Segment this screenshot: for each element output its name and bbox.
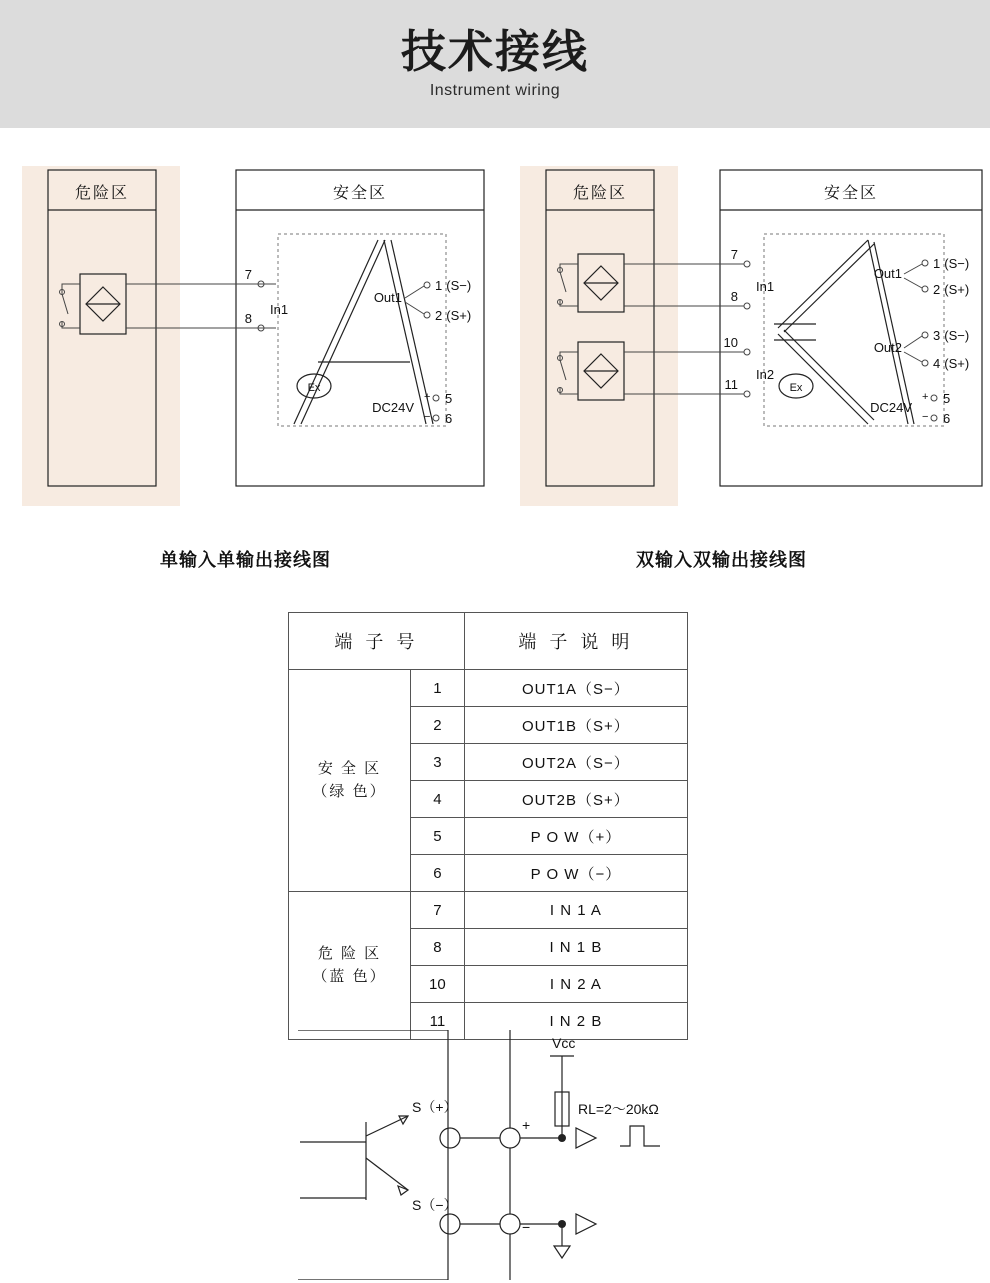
- header-terminal-number: 端 子 号: [289, 613, 465, 670]
- terminal-number-8: 8: [730, 289, 738, 304]
- terminal-description: OUT1B（S+）: [464, 707, 687, 744]
- terminal-minus-sign: −: [522, 1219, 531, 1235]
- terminal-1-label: 1 (S−): [435, 278, 472, 293]
- terminal-description: OUT2B（S+）: [464, 781, 687, 818]
- pulse-waveform-icon: [620, 1126, 660, 1146]
- input-channel-label-in2: In2: [756, 367, 775, 382]
- svg-text:Ex: Ex: [789, 382, 803, 394]
- terminal-plus-sign: +: [522, 1117, 531, 1133]
- power-minus-sign: −: [424, 411, 431, 423]
- terminal-description: I N 1 A: [464, 892, 687, 929]
- terminal-description: P O W（+）: [464, 818, 687, 855]
- zone-color: （绿 色）: [312, 782, 387, 800]
- terminal-node-plus-right: [500, 1128, 520, 1148]
- terminal-5-label: 5: [943, 391, 951, 406]
- output-label-out1: Out1: [873, 266, 902, 281]
- power-minus-sign: −: [922, 411, 929, 423]
- terminal-number: 2: [411, 707, 465, 744]
- terminal-node-minus-left: [440, 1214, 460, 1234]
- signal-minus-label: S（−）: [412, 1197, 458, 1213]
- zone-name: 危 险 区: [317, 945, 382, 962]
- terminal-description: P O W（−）: [464, 855, 687, 892]
- terminal-number: 1: [411, 670, 465, 707]
- output-circuit-schematic: [288, 1030, 708, 1280]
- power-label: DC24V: [372, 400, 414, 415]
- terminal-number: 5: [411, 818, 465, 855]
- table-header-row: [289, 613, 688, 670]
- output-arrow-minus: [576, 1214, 596, 1234]
- input-channel-label-in1: In1: [270, 302, 289, 317]
- wiring-diagram-dual: [516, 162, 986, 510]
- terminal-4-label: 4 (S+): [933, 356, 970, 371]
- safe-zone-label: 安全区: [823, 185, 879, 202]
- terminal-number-10: 10: [723, 335, 738, 350]
- terminal-description: I N 1 B: [464, 929, 687, 966]
- terminal-2-label: 2 (S+): [933, 282, 970, 297]
- terminal-description: I N 2 B: [464, 1003, 687, 1040]
- output-label-out1: Out1: [373, 290, 402, 305]
- table-body: [289, 670, 688, 1040]
- zone-cell-safe: [289, 670, 411, 892]
- power-plus-sign: +: [424, 391, 431, 403]
- table-row: [289, 670, 688, 707]
- terminal-node-plus-left: [440, 1128, 460, 1148]
- input-channel-label-in1: In1: [756, 279, 775, 294]
- barrier-module-outline: [278, 234, 446, 426]
- terminal-description: OUT2A（S−）: [464, 744, 687, 781]
- terminal-number: 7: [411, 892, 465, 929]
- header-terminal-description: 端 子 说 明: [464, 613, 687, 670]
- terminal-number-7: 7: [244, 267, 252, 282]
- caption-dual-diagram: 双输入双输出接线图: [636, 550, 807, 570]
- terminal-number: 8: [411, 929, 465, 966]
- page-header-banner: [0, 0, 990, 128]
- ground-symbol: [554, 1246, 570, 1258]
- page-subtitle: Instrument wiring: [429, 81, 561, 99]
- terminal-1-label: 1 (S−): [933, 256, 970, 271]
- page-title: 技术接线: [400, 26, 589, 78]
- table-row: [289, 892, 688, 929]
- table-header: [289, 613, 688, 670]
- resistor-label: RL=2～20kΩ: [578, 1101, 659, 1117]
- output-label-out2: Out2: [873, 340, 902, 355]
- signal-plus-label: S（+）: [412, 1099, 458, 1115]
- terminal-number-7: 7: [730, 247, 738, 262]
- terminal-5-label: 5: [445, 391, 453, 406]
- terminal-description: I N 2 A: [464, 966, 687, 1003]
- zone-color: （蓝 色）: [312, 967, 387, 985]
- terminal-description: OUT1A（S−）: [464, 670, 687, 707]
- hazard-zone-label: 危险区: [572, 185, 628, 202]
- safe-zone-label: 安全区: [332, 185, 388, 202]
- hazard-zone-label: 危险区: [74, 185, 130, 202]
- power-label: DC24V: [870, 400, 912, 415]
- terminal-number-11: 11: [724, 377, 738, 392]
- terminal-6-label: 6: [943, 411, 951, 426]
- terminal-number: 4: [411, 781, 465, 818]
- vcc-label: Vcc: [552, 1035, 576, 1051]
- terminal-number-8: 8: [244, 311, 252, 326]
- terminal-3-label: 3 (S−): [933, 328, 970, 343]
- svg-text:Ex: Ex: [307, 382, 321, 394]
- power-plus-sign: +: [922, 391, 929, 403]
- output-arrow-plus: [576, 1128, 596, 1148]
- wiring-diagram-single: [18, 162, 488, 510]
- terminal-number: 6: [411, 855, 465, 892]
- terminal-number: 10: [411, 966, 465, 1003]
- terminal-2-label: 2 (S+): [435, 308, 472, 323]
- caption-single-diagram: 单输入单输出接线图: [160, 550, 331, 570]
- zone-cell-hazard: [289, 892, 411, 1040]
- safe-zone-box: [720, 170, 982, 486]
- terminal-number: 3: [411, 744, 465, 781]
- terminal-6-label: 6: [445, 411, 453, 426]
- terminal-description-table: [288, 612, 688, 1040]
- terminal-number: 11: [411, 1003, 465, 1040]
- terminal-node-minus-right: [500, 1214, 520, 1234]
- zone-name: 安 全 区: [317, 760, 382, 777]
